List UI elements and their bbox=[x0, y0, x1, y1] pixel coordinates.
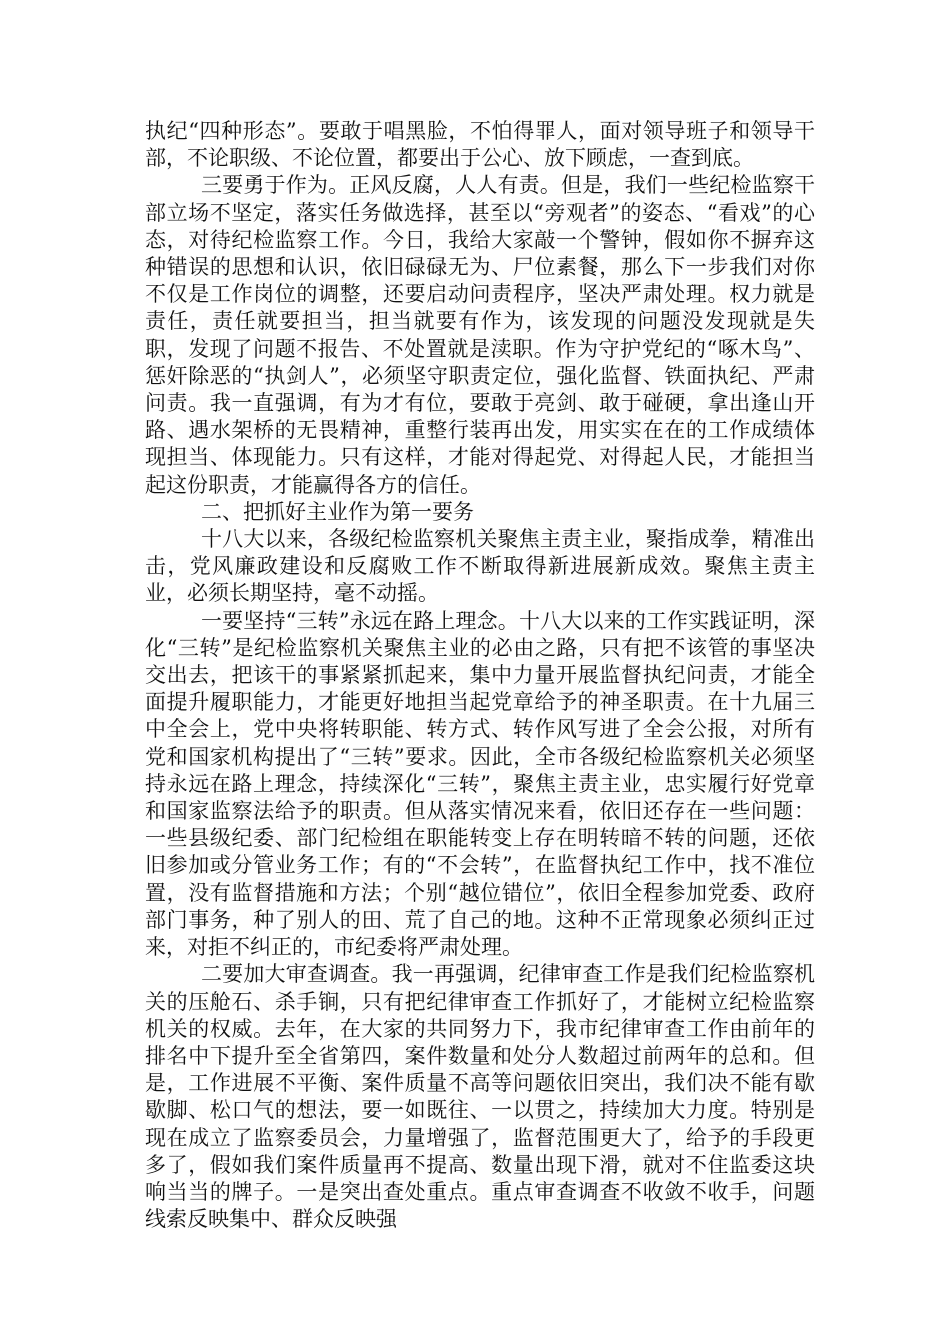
paragraph-5: 一要坚持“三转”永远在路上理念。十八大以来的工作实践证明，深化“三转”是纪检监察机关聚焦主业的必由之路，只有把不该管的事坚决交出去，把该干的事紧紧抓起来，集中力量开展监督执纪问责，才能全面提升履职能力，才能更好地担当起党章给予的神圣职责。在十九届三中全会上，党中央将转职能、转方式、转作风写进了全会公报，对所有党和国家机构提出了“三转”要求。因此，全市各级纪检监察机关必须坚持永远在路上理念，持续深化“三转”，聚焦主责主业，忠实履行好党章和国家监察法给予的职责。但从落实情况来看，依旧还存在一些问题：一些县级纪委、部门纪检组在职能转变上存在明转暗不转的问题，还依旧参加或分管业务工作；有的“不会转”，在监督执纪工作中，找不准位置，没有监督措施和方法；个别“越位错位”，依旧全程参加党委、政府部门事务，种了别人的田、荒了自己的地。这种不正常现象必须纠正过来，对拒不纠正的，市纪委将严肃处理。 bbox=[145, 608, 815, 960]
paragraph-4: 十八大以来，各级纪检监察机关聚焦主责主业，聚指成拳，精准出击，党风廉政建设和反腐败工作不断取得新进展新成效。聚焦主责主业，必须长期坚持，毫不动摇。 bbox=[145, 527, 815, 606]
paragraph-2: 三要勇于作为。正风反腐，人人有责。但是，我们一些纪检监察干部立场不坚定，落实任务做选择，甚至以“旁观者”的姿态、“看戏”的心态，对待纪检监察工作。今日，我给大家敲一个警钟，假如你不摒弃这种错误的思想和认识，依旧碌碌无为、尸位素餐，那么下一步我们对你不仅是工作岗位的调整，还要启动问责程序，坚决严肃处理。权力就是责任，责任就要担当，担当就要有作为，该发现的问题没发现就是失职，发现了问题不报告、不处置就是渎职。作为守护党纪的“啄木鸟”、惩奸除恶的“执剑人”，必须坚守职责定位，强化监督、铁面执纪、严肃问责。我一直强调，有为才有位，要敢于亮剑、敢于碰硬，拿出逢山开路、遇水架桥的无畏精神，重整行装再出发，用实实在在的工作成绩体现担当、体现能力。只有这样，才能对得起党、对得起人民，才能担当起这份职责，才能赢得各方的信任。 bbox=[145, 173, 815, 497]
section-heading: 二、把抓好主业作为第一要务 bbox=[201, 499, 474, 524]
paragraph-6: 二要加大审查调查。我一再强调，纪律审查工作是我们纪检监察机关的压舱石、杀手锏，只有把纪律审查工作抓好了，才能树立纪检监察机关的权威。去年，在大家的共同努力下，我市纪律审查工作由前年的排名中下提升至全省第四，案件数量和处分人数超过前两年的总和。但是，工作进展不平衡、案件质量不高等问题依旧突出，我们决不能有歇歇脚、松口气的想法，要一如既往、一以贯之，持续加大力度。特别是现在成立了监察委员会，力量增强了，监督范围更大了，给予的手段更多了，假如我们案件质量再不提高、数量出现下滑，就对不住监委这块响当当的牌子。一是突出查处重点。重点审查调查不收敛不收手，问题线索反映集中、群众反映强 bbox=[145, 962, 815, 1232]
document-page bbox=[145, 118, 815, 1233]
paragraph-1: 执纪“四种形态”。要敢于唱黑脸，不怕得罪人，面对领导班子和领导干部，不论职级、不论位置，都要出于公心、放下顾虑，一查到底。 bbox=[145, 119, 815, 171]
